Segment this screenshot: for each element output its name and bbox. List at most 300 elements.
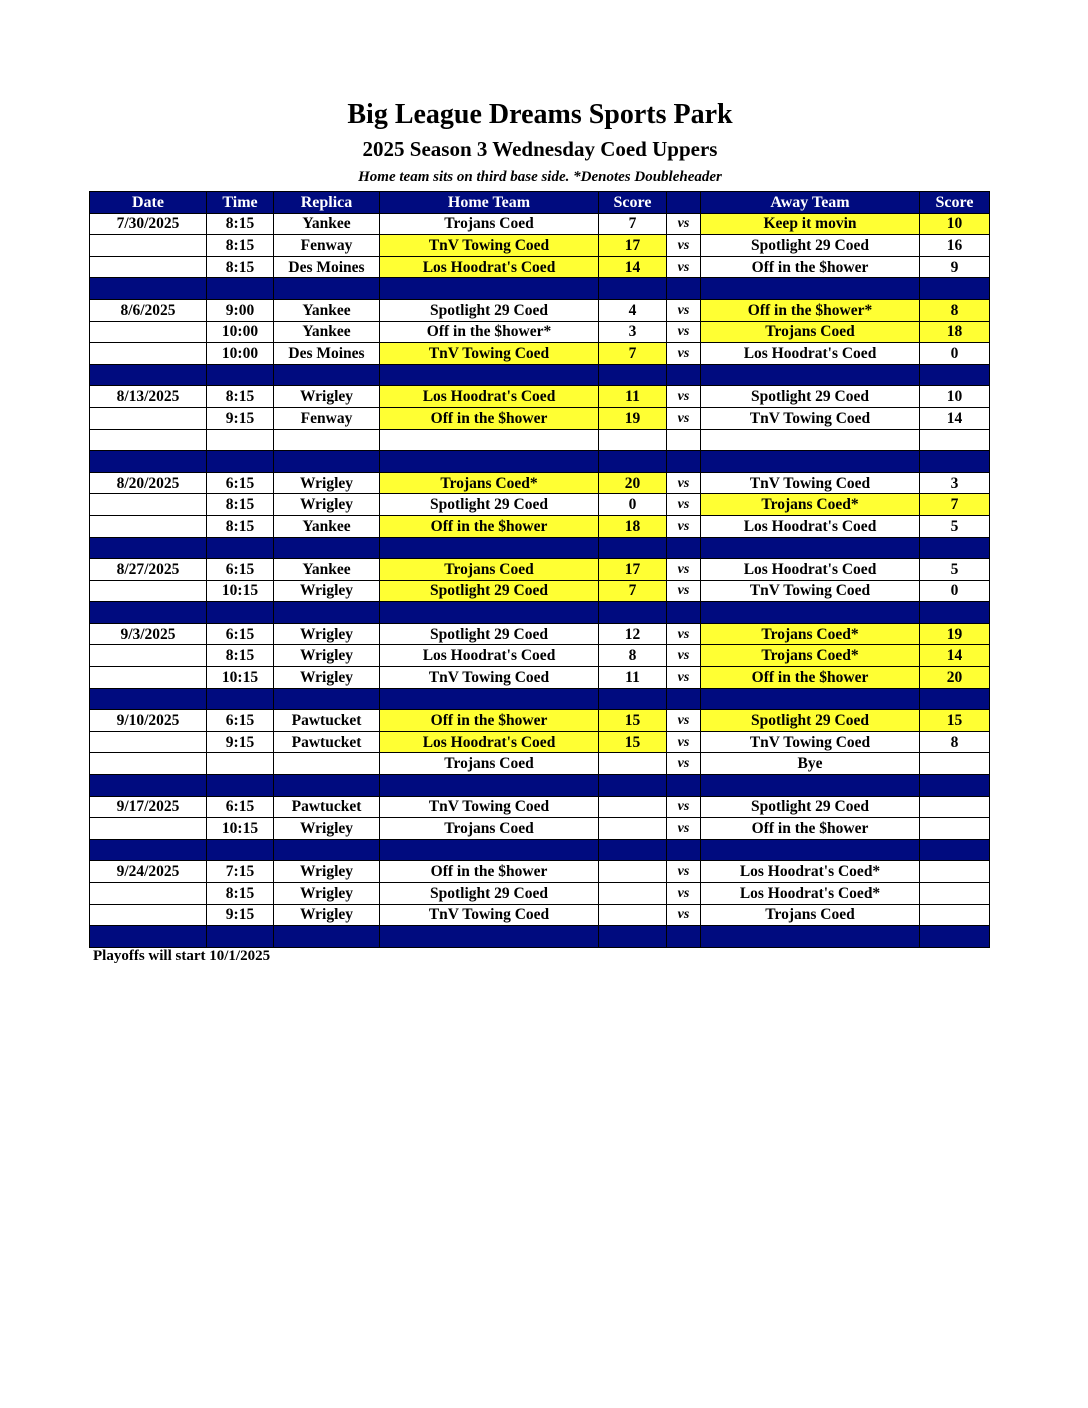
cell-time <box>207 775 274 797</box>
cell-home-score <box>599 537 667 559</box>
table-row <box>90 386 990 408</box>
cell-date <box>90 818 207 840</box>
cell-replica <box>274 364 380 386</box>
cell-home-team <box>380 278 599 300</box>
cell-home-team: Off in the $hower* <box>380 321 599 343</box>
cell-time: 6:15 <box>207 796 274 818</box>
cell-vs: vs <box>667 883 701 905</box>
cell-away-team <box>701 364 920 386</box>
table-row <box>90 299 990 321</box>
cell-home-team: Trojans Coed <box>380 818 599 840</box>
cell-away-team: Bye <box>701 753 920 775</box>
cell-away-team: Los Hoodrat's Coed <box>701 515 920 537</box>
cell-away-score <box>920 364 990 386</box>
cell-date <box>90 688 207 710</box>
cell-home-team <box>380 429 599 451</box>
cell-date: 7/30/2025 <box>90 213 207 235</box>
cell-time <box>207 926 274 948</box>
cell-home-score: 7 <box>599 213 667 235</box>
cell-vs <box>667 429 701 451</box>
cell-away-score: 20 <box>920 667 990 689</box>
cell-replica: Fenway <box>274 407 380 429</box>
cell-away-team: Los Hoodrat's Coed <box>701 559 920 581</box>
header-vs <box>667 192 701 214</box>
cell-replica: Wrigley <box>274 861 380 883</box>
cell-away-score: 19 <box>920 623 990 645</box>
cell-time: 6:15 <box>207 710 274 732</box>
cell-away-team <box>701 839 920 861</box>
cell-home-score: 17 <box>599 235 667 257</box>
cell-time <box>207 429 274 451</box>
cell-home-score: 14 <box>599 256 667 278</box>
cell-away-score <box>920 451 990 473</box>
cell-time <box>207 602 274 624</box>
table-row <box>90 494 990 516</box>
cell-date: 9/10/2025 <box>90 710 207 732</box>
cell-date <box>90 494 207 516</box>
cell-away-team: Los Hoodrat's Coed* <box>701 883 920 905</box>
cell-time <box>207 753 274 775</box>
table-row <box>90 667 990 689</box>
header-replica: Replica <box>274 192 380 214</box>
cell-home-score <box>599 796 667 818</box>
table-row <box>90 472 990 494</box>
cell-time: 8:15 <box>207 645 274 667</box>
cell-date <box>90 451 207 473</box>
cell-time: 9:15 <box>207 731 274 753</box>
cell-date <box>90 839 207 861</box>
cell-away-team: TnV Towing Coed <box>701 472 920 494</box>
cell-replica: Wrigley <box>274 580 380 602</box>
section-divider-row <box>90 602 990 624</box>
cell-away-team: Spotlight 29 Coed <box>701 386 920 408</box>
cell-vs: vs <box>667 667 701 689</box>
page-subtitle: 2025 Season 3 Wednesday Coed Uppers <box>362 137 718 161</box>
cell-replica: Wrigley <box>274 623 380 645</box>
cell-away-score: 18 <box>920 321 990 343</box>
cell-vs: vs <box>667 321 701 343</box>
cell-date <box>90 256 207 278</box>
section-divider-row <box>90 364 990 386</box>
cell-home-team: Trojans Coed <box>380 559 599 581</box>
cell-date: 8/27/2025 <box>90 559 207 581</box>
header-date: Date <box>90 192 207 214</box>
table-row <box>90 818 990 840</box>
cell-away-score: 0 <box>920 580 990 602</box>
cell-time <box>207 839 274 861</box>
cell-home-team <box>380 775 599 797</box>
cell-away-score: 9 <box>920 256 990 278</box>
cell-home-team <box>380 839 599 861</box>
cell-vs <box>667 926 701 948</box>
cell-replica: Wrigley <box>274 904 380 926</box>
cell-date: 8/20/2025 <box>90 472 207 494</box>
cell-away-score: 8 <box>920 299 990 321</box>
cell-away-team: Trojans Coed <box>701 321 920 343</box>
cell-replica: Yankee <box>274 515 380 537</box>
cell-time: 10:00 <box>207 343 274 365</box>
cell-away-score <box>920 818 990 840</box>
cell-vs <box>667 451 701 473</box>
cell-replica <box>274 926 380 948</box>
cell-away-team: Keep it movin <box>701 213 920 235</box>
cell-away-team: Off in the $hower <box>701 818 920 840</box>
cell-home-score: 4 <box>599 299 667 321</box>
cell-home-score: 19 <box>599 407 667 429</box>
cell-home-score: 15 <box>599 731 667 753</box>
cell-away-team <box>701 602 920 624</box>
cell-replica <box>274 839 380 861</box>
cell-home-team: Los Hoodrat's Coed <box>380 386 599 408</box>
cell-replica <box>274 688 380 710</box>
cell-replica <box>274 537 380 559</box>
cell-vs <box>667 602 701 624</box>
cell-home-score <box>599 818 667 840</box>
cell-vs: vs <box>667 818 701 840</box>
section-divider-row <box>90 926 990 948</box>
cell-away-team <box>701 429 920 451</box>
section-divider-row <box>90 537 990 559</box>
cell-away-team <box>701 278 920 300</box>
cell-time <box>207 364 274 386</box>
cell-time: 8:15 <box>207 386 274 408</box>
cell-away-score: 10 <box>920 386 990 408</box>
cell-vs: vs <box>667 494 701 516</box>
cell-vs <box>667 537 701 559</box>
cell-vs: vs <box>667 753 701 775</box>
cell-home-team <box>380 364 599 386</box>
cell-time: 6:15 <box>207 559 274 581</box>
table-row <box>90 883 990 905</box>
cell-home-score <box>599 775 667 797</box>
cell-date <box>90 278 207 300</box>
cell-away-team <box>701 775 920 797</box>
cell-away-score: 10 <box>920 213 990 235</box>
cell-date <box>90 429 207 451</box>
cell-away-team <box>701 537 920 559</box>
cell-home-score: 3 <box>599 321 667 343</box>
cell-vs <box>667 688 701 710</box>
cell-away-team: Off in the $hower* <box>701 299 920 321</box>
cell-home-team: Trojans Coed <box>380 753 599 775</box>
cell-home-team: Los Hoodrat's Coed <box>380 256 599 278</box>
table-row <box>90 256 990 278</box>
cell-home-team: Spotlight 29 Coed <box>380 299 599 321</box>
table-row <box>90 407 990 429</box>
cell-home-team <box>380 688 599 710</box>
cell-away-team: Trojans Coed* <box>701 494 920 516</box>
cell-date <box>90 731 207 753</box>
table-row <box>90 321 990 343</box>
section-divider-row <box>90 278 990 300</box>
cell-away-team <box>701 926 920 948</box>
table-row <box>90 861 990 883</box>
cell-away-team: Spotlight 29 Coed <box>701 235 920 257</box>
cell-replica: Des Moines <box>274 343 380 365</box>
table-row <box>90 559 990 581</box>
cell-away-score: 14 <box>920 407 990 429</box>
cell-home-team: Spotlight 29 Coed <box>380 623 599 645</box>
cell-time: 8:15 <box>207 515 274 537</box>
cell-away-score <box>920 753 990 775</box>
cell-home-score: 7 <box>599 580 667 602</box>
cell-time: 9:15 <box>207 904 274 926</box>
cell-home-team <box>380 451 599 473</box>
cell-away-team <box>701 451 920 473</box>
cell-time: 9:00 <box>207 299 274 321</box>
cell-home-team: TnV Towing Coed <box>380 904 599 926</box>
cell-time: 10:15 <box>207 667 274 689</box>
cell-home-score <box>599 839 667 861</box>
section-divider-row <box>90 451 990 473</box>
cell-home-score: 17 <box>599 559 667 581</box>
cell-home-team: TnV Towing Coed <box>380 235 599 257</box>
cell-away-score: 5 <box>920 559 990 581</box>
cell-home-team: Los Hoodrat's Coed <box>380 645 599 667</box>
cell-vs: vs <box>667 796 701 818</box>
cell-vs: vs <box>667 645 701 667</box>
cell-home-score <box>599 278 667 300</box>
cell-home-team: TnV Towing Coed <box>380 343 599 365</box>
cell-date <box>90 904 207 926</box>
cell-date: 8/6/2025 <box>90 299 207 321</box>
cell-away-team: Off in the $hower <box>701 667 920 689</box>
cell-replica: Fenway <box>274 235 380 257</box>
cell-home-score <box>599 883 667 905</box>
cell-replica: Yankee <box>274 213 380 235</box>
cell-replica: Yankee <box>274 559 380 581</box>
cell-away-score: 5 <box>920 515 990 537</box>
cell-home-team: Off in the $hower <box>380 710 599 732</box>
cell-away-score <box>920 883 990 905</box>
cell-vs: vs <box>667 213 701 235</box>
cell-date <box>90 667 207 689</box>
cell-away-team: TnV Towing Coed <box>701 580 920 602</box>
cell-date <box>90 753 207 775</box>
table-row <box>90 623 990 645</box>
cell-home-score: 11 <box>599 667 667 689</box>
cell-away-score <box>920 688 990 710</box>
cell-replica <box>274 451 380 473</box>
cell-home-score <box>599 364 667 386</box>
cell-time: 8:15 <box>207 235 274 257</box>
header-home-score: Score <box>599 192 667 214</box>
cell-home-score: 15 <box>599 710 667 732</box>
cell-date <box>90 321 207 343</box>
cell-home-score <box>599 602 667 624</box>
cell-away-team: TnV Towing Coed <box>701 407 920 429</box>
cell-replica: Wrigley <box>274 386 380 408</box>
cell-away-team <box>701 688 920 710</box>
cell-time: 10:00 <box>207 321 274 343</box>
cell-vs: vs <box>667 559 701 581</box>
cell-vs: vs <box>667 386 701 408</box>
cell-away-score <box>920 537 990 559</box>
section-divider-row <box>90 775 990 797</box>
cell-date <box>90 364 207 386</box>
cell-time: 6:15 <box>207 623 274 645</box>
cell-away-score: 0 <box>920 343 990 365</box>
cell-date <box>90 926 207 948</box>
cell-home-team: Off in the $hower <box>380 407 599 429</box>
header-away-team: Away Team <box>701 192 920 214</box>
cell-time <box>207 451 274 473</box>
cell-time: 10:15 <box>207 580 274 602</box>
cell-replica: Yankee <box>274 299 380 321</box>
cell-date <box>90 343 207 365</box>
cell-home-score <box>599 688 667 710</box>
cell-time <box>207 278 274 300</box>
cell-home-score: 8 <box>599 645 667 667</box>
cell-date <box>90 602 207 624</box>
cell-home-team: TnV Towing Coed <box>380 796 599 818</box>
cell-replica: Des Moines <box>274 256 380 278</box>
cell-away-score: 7 <box>920 494 990 516</box>
cell-home-team <box>380 602 599 624</box>
cell-vs <box>667 278 701 300</box>
cell-replica: Wrigley <box>274 645 380 667</box>
cell-time: 9:15 <box>207 407 274 429</box>
cell-replica: Yankee <box>274 321 380 343</box>
header-away-score: Score <box>920 192 990 214</box>
cell-away-score <box>920 429 990 451</box>
cell-away-team: Los Hoodrat's Coed <box>701 343 920 365</box>
cell-time <box>207 688 274 710</box>
table-row <box>90 515 990 537</box>
section-divider-row <box>90 839 990 861</box>
cell-away-score <box>920 278 990 300</box>
cell-away-score <box>920 775 990 797</box>
cell-away-score <box>920 861 990 883</box>
cell-home-score <box>599 861 667 883</box>
cell-home-team: Trojans Coed* <box>380 472 599 494</box>
cell-date <box>90 515 207 537</box>
cell-home-score: 20 <box>599 472 667 494</box>
cell-home-team <box>380 537 599 559</box>
cell-vs <box>667 839 701 861</box>
cell-date: 9/3/2025 <box>90 623 207 645</box>
cell-date: 9/24/2025 <box>90 861 207 883</box>
cell-date <box>90 235 207 257</box>
schedule-note: Home team sits on third base side. *Denotes Doubleheader <box>358 169 722 185</box>
cell-replica: Pawtucket <box>274 710 380 732</box>
cell-home-team <box>380 926 599 948</box>
table-row <box>90 213 990 235</box>
cell-vs: vs <box>667 580 701 602</box>
cell-date: 9/17/2025 <box>90 796 207 818</box>
cell-home-score <box>599 753 667 775</box>
cell-replica <box>274 775 380 797</box>
cell-away-score: 8 <box>920 731 990 753</box>
table-row <box>90 235 990 257</box>
cell-away-score <box>920 796 990 818</box>
cell-date <box>90 775 207 797</box>
cell-home-score: 12 <box>599 623 667 645</box>
cell-time: 8:15 <box>207 883 274 905</box>
cell-replica <box>274 753 380 775</box>
cell-home-score <box>599 926 667 948</box>
cell-date <box>90 537 207 559</box>
cell-replica <box>274 602 380 624</box>
cell-vs: vs <box>667 623 701 645</box>
cell-vs: vs <box>667 904 701 926</box>
cell-time: 6:15 <box>207 472 274 494</box>
table-row <box>90 904 990 926</box>
cell-away-score <box>920 602 990 624</box>
cell-away-score: 15 <box>920 710 990 732</box>
cell-away-score: 16 <box>920 235 990 257</box>
cell-vs: vs <box>667 299 701 321</box>
cell-away-team: Spotlight 29 Coed <box>701 710 920 732</box>
cell-home-team: Spotlight 29 Coed <box>380 494 599 516</box>
cell-away-team: TnV Towing Coed <box>701 731 920 753</box>
cell-home-score: 18 <box>599 515 667 537</box>
cell-home-team: Spotlight 29 Coed <box>380 580 599 602</box>
section-divider-row <box>90 688 990 710</box>
cell-replica: Wrigley <box>274 818 380 840</box>
cell-away-score: 14 <box>920 645 990 667</box>
schedule-table <box>89 191 990 948</box>
cell-vs: vs <box>667 515 701 537</box>
cell-home-team: Off in the $hower <box>380 515 599 537</box>
cell-away-score <box>920 904 990 926</box>
cell-date <box>90 883 207 905</box>
cell-home-team: Los Hoodrat's Coed <box>380 731 599 753</box>
cell-replica: Wrigley <box>274 494 380 516</box>
cell-away-team: Trojans Coed <box>701 904 920 926</box>
cell-replica <box>274 429 380 451</box>
cell-vs: vs <box>667 235 701 257</box>
cell-time <box>207 537 274 559</box>
cell-home-team: Off in the $hower <box>380 861 599 883</box>
cell-away-score: 3 <box>920 472 990 494</box>
cell-date <box>90 407 207 429</box>
cell-time: 8:15 <box>207 494 274 516</box>
cell-away-team: Los Hoodrat's Coed* <box>701 861 920 883</box>
table-row <box>90 343 990 365</box>
table-row <box>90 753 990 775</box>
cell-away-team: Trojans Coed* <box>701 623 920 645</box>
table-row <box>90 580 990 602</box>
cell-time: 8:15 <box>207 256 274 278</box>
table-row <box>90 731 990 753</box>
schedule-body <box>90 213 990 947</box>
cell-date <box>90 645 207 667</box>
table-row <box>90 796 990 818</box>
cell-away-score <box>920 839 990 861</box>
cell-replica: Wrigley <box>274 667 380 689</box>
header-time: Time <box>207 192 274 214</box>
cell-time: 7:15 <box>207 861 274 883</box>
cell-home-score <box>599 429 667 451</box>
page-title: Big League Dreams Sports Park <box>347 99 733 130</box>
cell-replica: Pawtucket <box>274 796 380 818</box>
cell-time: 10:15 <box>207 818 274 840</box>
empty-row <box>90 429 990 451</box>
cell-away-team: Spotlight 29 Coed <box>701 796 920 818</box>
cell-replica <box>274 278 380 300</box>
cell-home-score <box>599 904 667 926</box>
cell-vs <box>667 364 701 386</box>
cell-date: 8/13/2025 <box>90 386 207 408</box>
playoffs-note: Playoffs will start 10/1/2025 <box>93 948 271 964</box>
cell-home-score: 11 <box>599 386 667 408</box>
cell-home-team: Spotlight 29 Coed <box>380 883 599 905</box>
cell-vs: vs <box>667 343 701 365</box>
cell-home-score: 7 <box>599 343 667 365</box>
cell-vs: vs <box>667 731 701 753</box>
cell-replica: Wrigley <box>274 472 380 494</box>
